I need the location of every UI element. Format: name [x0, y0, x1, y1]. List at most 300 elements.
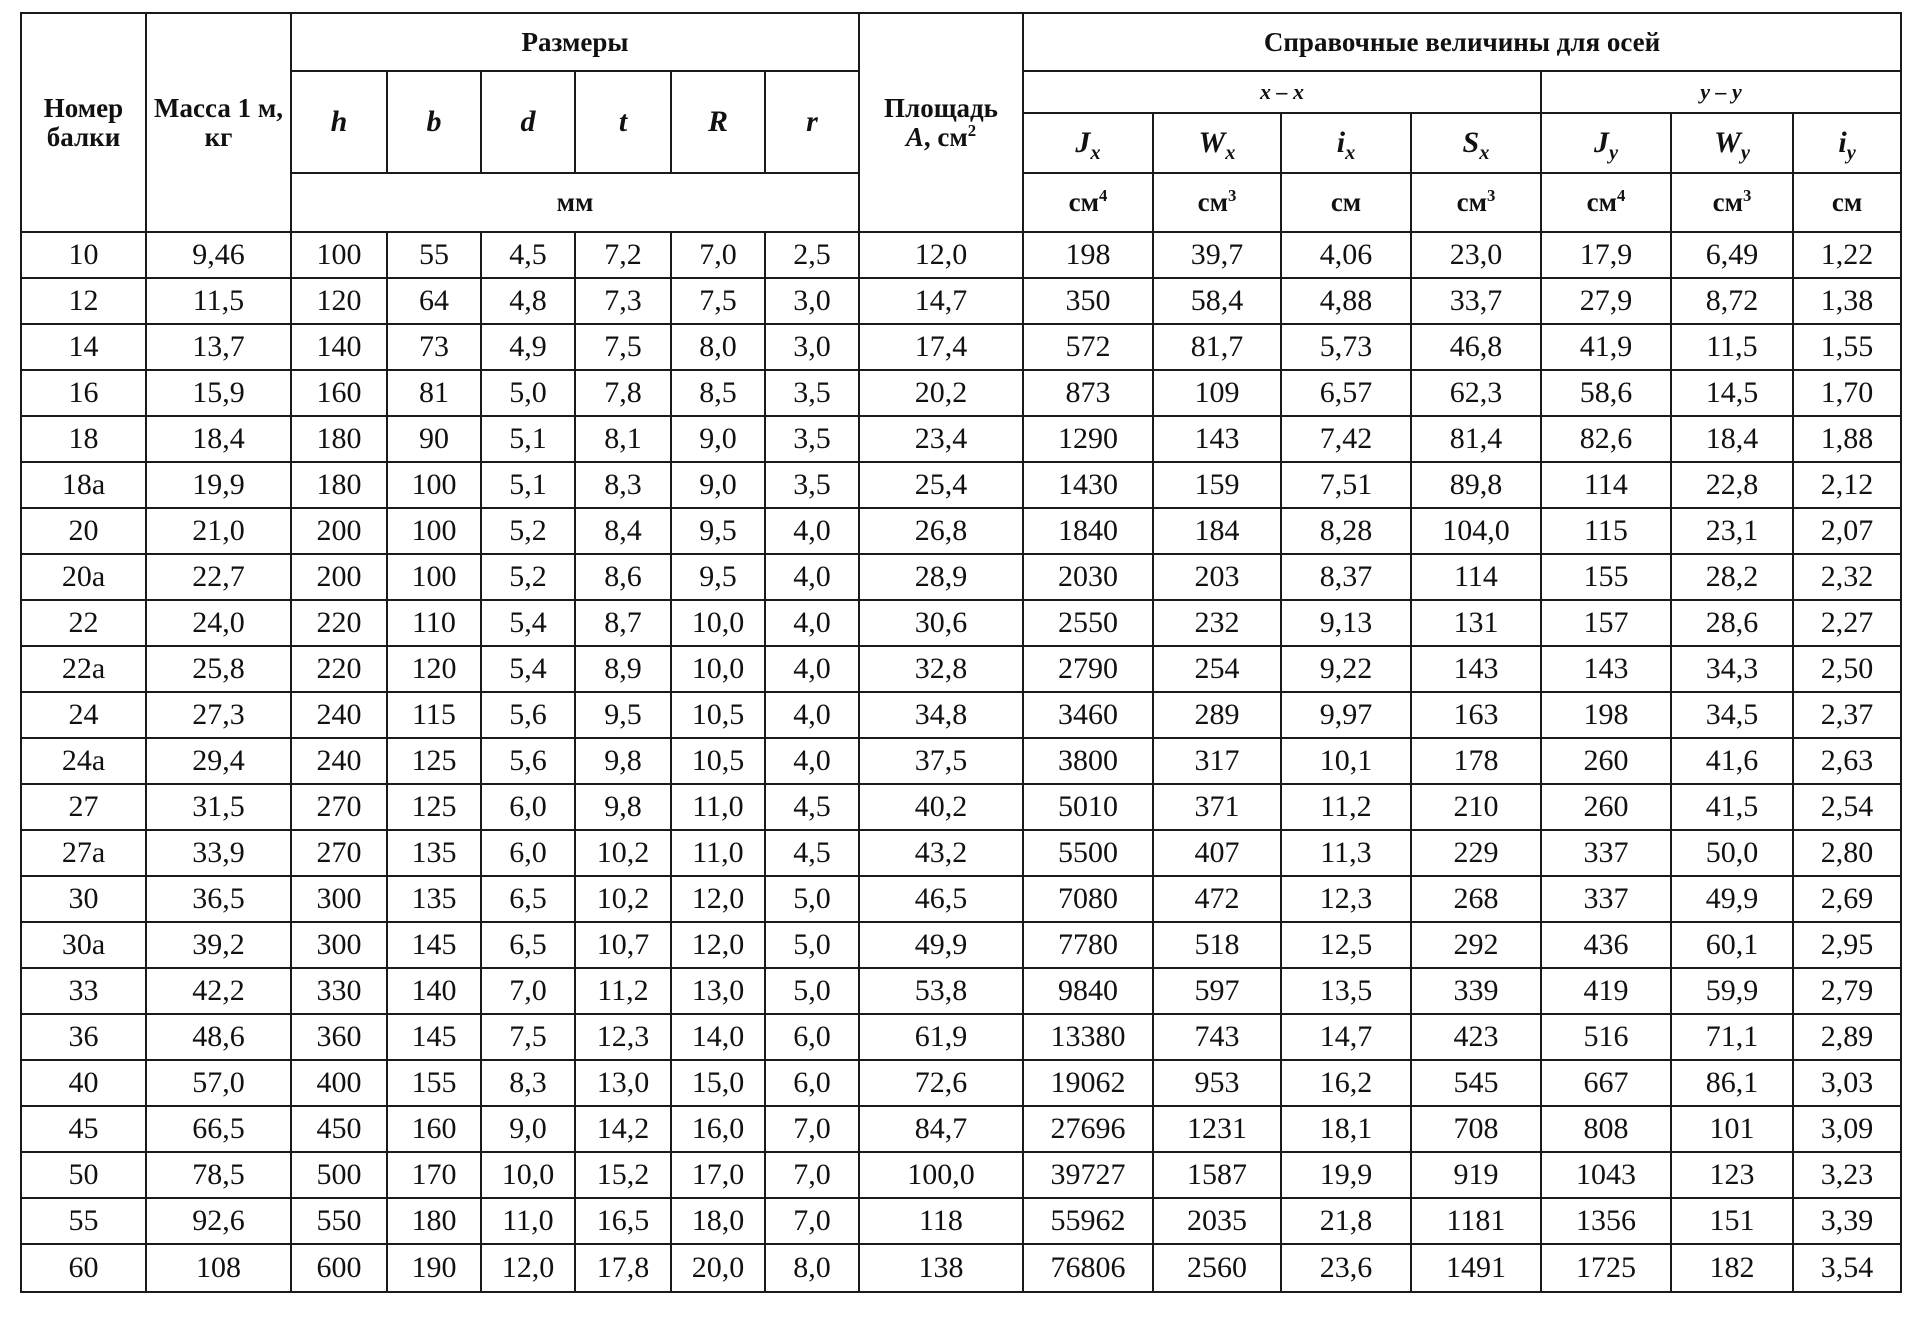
cell-R: 9,5	[671, 554, 765, 600]
cell-h: 450	[291, 1106, 387, 1152]
cell-b: 120	[387, 646, 481, 692]
table-row	[21, 370, 1901, 416]
cell-h: 200	[291, 554, 387, 600]
cell-Jy: 115	[1541, 508, 1671, 554]
cell-Wy: 28,2	[1671, 554, 1793, 600]
cell-R: 18,0	[671, 1198, 765, 1244]
cell-Jx: 2030	[1023, 554, 1153, 600]
cell-mass: 15,9	[146, 370, 291, 416]
cell-Jy: 1356	[1541, 1198, 1671, 1244]
cell-Sx: 33,7	[1411, 278, 1541, 324]
cell-Jx: 2550	[1023, 600, 1153, 646]
cell-area: 138	[859, 1244, 1023, 1292]
cell-t: 8,3	[575, 462, 671, 508]
cell-area: 32,8	[859, 646, 1023, 692]
table-row	[21, 738, 1901, 784]
cell-area: 46,5	[859, 876, 1023, 922]
cell-h: 360	[291, 1014, 387, 1060]
cell-r: 4,0	[765, 692, 859, 738]
cell-r: 3,5	[765, 462, 859, 508]
cell-r: 5,0	[765, 922, 859, 968]
cell-h: 220	[291, 600, 387, 646]
cell-Jy: 337	[1541, 830, 1671, 876]
header-iy: $i_y$	[1793, 113, 1901, 173]
cell-ix: 7,42	[1281, 416, 1411, 462]
cell-mass: 24,0	[146, 600, 291, 646]
cell-b: 170	[387, 1152, 481, 1198]
cell-Wx: 407	[1153, 830, 1281, 876]
table-header	[21, 13, 1901, 232]
cell-h: 270	[291, 784, 387, 830]
cell-Wx: 317	[1153, 738, 1281, 784]
cell-Jx: 873	[1023, 370, 1153, 416]
cell-beam-number: 14	[21, 324, 146, 370]
cell-Jy: 337	[1541, 876, 1671, 922]
cell-t: 9,5	[575, 692, 671, 738]
cell-R: 9,5	[671, 508, 765, 554]
cell-R: 12,0	[671, 922, 765, 968]
table-row	[21, 968, 1901, 1014]
cell-ix: 11,3	[1281, 830, 1411, 876]
cell-beam-number: 12	[21, 278, 146, 324]
cell-Sx: 178	[1411, 738, 1541, 784]
cell-r: 4,0	[765, 508, 859, 554]
cell-t: 12,3	[575, 1014, 671, 1060]
table-row	[21, 876, 1901, 922]
cell-Sx: 1491	[1411, 1244, 1541, 1292]
cell-b: 64	[387, 278, 481, 324]
cell-iy: 3,03	[1793, 1060, 1901, 1106]
cell-ix: 9,22	[1281, 646, 1411, 692]
cell-iy: 2,32	[1793, 554, 1901, 600]
cell-b: 110	[387, 600, 481, 646]
cell-Sx: 46,8	[1411, 324, 1541, 370]
cell-r: 6,0	[765, 1014, 859, 1060]
cell-Wy: 86,1	[1671, 1060, 1793, 1106]
cell-Jy: 436	[1541, 922, 1671, 968]
cell-t: 7,8	[575, 370, 671, 416]
header-unit-Sx: $см^3$	[1411, 173, 1541, 232]
cell-Sx: 163	[1411, 692, 1541, 738]
table-row	[21, 1060, 1901, 1106]
cell-R: 16,0	[671, 1106, 765, 1152]
cell-r: 7,0	[765, 1198, 859, 1244]
cell-mass: 19,9	[146, 462, 291, 508]
cell-d: 5,2	[481, 508, 575, 554]
cell-b: 190	[387, 1244, 481, 1292]
cell-mass: 36,5	[146, 876, 291, 922]
cell-ix: 12,5	[1281, 922, 1411, 968]
cell-h: 240	[291, 738, 387, 784]
cell-R: 13,0	[671, 968, 765, 1014]
cell-iy: 2,27	[1793, 600, 1901, 646]
cell-b: 100	[387, 462, 481, 508]
cell-d: 5,6	[481, 692, 575, 738]
cell-Sx: 143	[1411, 646, 1541, 692]
cell-beam-number: 10	[21, 232, 146, 278]
table-row	[21, 232, 1901, 278]
cell-h: 400	[291, 1060, 387, 1106]
cell-Wy: 41,6	[1671, 738, 1793, 784]
cell-R: 11,0	[671, 830, 765, 876]
cell-Jy: 260	[1541, 784, 1671, 830]
cell-d: 4,9	[481, 324, 575, 370]
cell-beam-number: 20а	[21, 554, 146, 600]
cell-d: 4,8	[481, 278, 575, 324]
cell-r: 3,5	[765, 416, 859, 462]
cell-R: 17,0	[671, 1152, 765, 1198]
cell-h: 240	[291, 692, 387, 738]
cell-Jx: 5500	[1023, 830, 1153, 876]
cell-r: 3,0	[765, 324, 859, 370]
cell-R: 7,5	[671, 278, 765, 324]
header-dim-r: r	[765, 71, 859, 173]
cell-iy: 2,50	[1793, 646, 1901, 692]
cell-ix: 12,3	[1281, 876, 1411, 922]
header-dim-unit: мм	[291, 173, 859, 232]
cell-ix: 10,1	[1281, 738, 1411, 784]
cell-r: 3,0	[765, 278, 859, 324]
cell-r: 4,0	[765, 600, 859, 646]
cell-Wx: 39,7	[1153, 232, 1281, 278]
cell-Wx: 371	[1153, 784, 1281, 830]
cell-Wy: 182	[1671, 1244, 1793, 1292]
cell-area: 61,9	[859, 1014, 1023, 1060]
cell-R: 10,0	[671, 646, 765, 692]
cell-iy: 1,55	[1793, 324, 1901, 370]
table-row	[21, 416, 1901, 462]
header-ix: $i_x$	[1281, 113, 1411, 173]
cell-Wy: 41,5	[1671, 784, 1793, 830]
cell-Jx: 7780	[1023, 922, 1153, 968]
cell-ix: 11,2	[1281, 784, 1411, 830]
table-row	[21, 1198, 1901, 1244]
header-dim-d: d	[481, 71, 575, 173]
header-unit-Wx: $см^3$	[1153, 173, 1281, 232]
cell-iy: 2,95	[1793, 922, 1901, 968]
cell-h: 160	[291, 370, 387, 416]
header-mass: Масса 1 м, кг	[146, 13, 291, 232]
header-Wx: $W_x$	[1153, 113, 1281, 173]
cell-ix: 7,51	[1281, 462, 1411, 508]
cell-mass: 27,3	[146, 692, 291, 738]
cell-Wy: 60,1	[1671, 922, 1793, 968]
cell-h: 220	[291, 646, 387, 692]
table-row	[21, 646, 1901, 692]
cell-Sx: 62,3	[1411, 370, 1541, 416]
cell-t: 10,2	[575, 876, 671, 922]
cell-Wx: 518	[1153, 922, 1281, 968]
cell-Jx: 1290	[1023, 416, 1153, 462]
cell-t: 10,7	[575, 922, 671, 968]
cell-t: 8,7	[575, 600, 671, 646]
table-row	[21, 922, 1901, 968]
header-unit-Jy: $см^4$	[1541, 173, 1671, 232]
cell-b: 100	[387, 508, 481, 554]
cell-d: 7,5	[481, 1014, 575, 1060]
cell-R: 10,0	[671, 600, 765, 646]
cell-area: 30,6	[859, 600, 1023, 646]
cell-Wx: 232	[1153, 600, 1281, 646]
cell-b: 90	[387, 416, 481, 462]
cell-Jx: 39727	[1023, 1152, 1153, 1198]
cell-Wy: 71,1	[1671, 1014, 1793, 1060]
cell-area: 14,7	[859, 278, 1023, 324]
cell-beam-number: 16	[21, 370, 146, 416]
header-dim-b: b	[387, 71, 481, 173]
cell-iy: 3,54	[1793, 1244, 1901, 1292]
cell-Wx: 2560	[1153, 1244, 1281, 1292]
cell-h: 180	[291, 416, 387, 462]
cell-iy: 3,39	[1793, 1198, 1901, 1244]
cell-Jx: 76806	[1023, 1244, 1153, 1292]
cell-Jx: 7080	[1023, 876, 1153, 922]
cell-beam-number: 24	[21, 692, 146, 738]
cell-iy: 1,70	[1793, 370, 1901, 416]
cell-Wy: 14,5	[1671, 370, 1793, 416]
cell-Jx: 5010	[1023, 784, 1153, 830]
cell-mass: 33,9	[146, 830, 291, 876]
cell-Jy: 17,9	[1541, 232, 1671, 278]
cell-t: 17,8	[575, 1244, 671, 1292]
cell-t: 15,2	[575, 1152, 671, 1198]
cell-t: 7,3	[575, 278, 671, 324]
cell-h: 300	[291, 922, 387, 968]
cell-Jx: 350	[1023, 278, 1153, 324]
cell-b: 145	[387, 1014, 481, 1060]
cell-R: 9,0	[671, 416, 765, 462]
cell-t: 14,2	[575, 1106, 671, 1152]
cell-b: 125	[387, 784, 481, 830]
cell-t: 16,5	[575, 1198, 671, 1244]
cell-ix: 8,28	[1281, 508, 1411, 554]
cell-Jy: 143	[1541, 646, 1671, 692]
cell-mass: 29,4	[146, 738, 291, 784]
cell-iy: 1,38	[1793, 278, 1901, 324]
cell-Sx: 131	[1411, 600, 1541, 646]
cell-Wy: 59,9	[1671, 968, 1793, 1014]
cell-b: 180	[387, 1198, 481, 1244]
cell-h: 550	[291, 1198, 387, 1244]
cell-area: 25,4	[859, 462, 1023, 508]
cell-d: 9,0	[481, 1106, 575, 1152]
cell-Wy: 34,3	[1671, 646, 1793, 692]
cell-mass: 78,5	[146, 1152, 291, 1198]
cell-R: 7,0	[671, 232, 765, 278]
cell-Jx: 19062	[1023, 1060, 1153, 1106]
cell-r: 5,0	[765, 876, 859, 922]
cell-mass: 92,6	[146, 1198, 291, 1244]
cell-r: 6,0	[765, 1060, 859, 1106]
cell-R: 14,0	[671, 1014, 765, 1060]
cell-ix: 13,5	[1281, 968, 1411, 1014]
header-axis-y: y – y	[1541, 71, 1901, 113]
cell-ix: 6,57	[1281, 370, 1411, 416]
cell-mass: 11,5	[146, 278, 291, 324]
cell-r: 4,0	[765, 554, 859, 600]
cell-Sx: 339	[1411, 968, 1541, 1014]
cell-b: 125	[387, 738, 481, 784]
cell-h: 600	[291, 1244, 387, 1292]
header-area-exponent: 2	[967, 120, 977, 140]
cell-area: 40,2	[859, 784, 1023, 830]
cell-Wx: 1587	[1153, 1152, 1281, 1198]
cell-Jy: 82,6	[1541, 416, 1671, 462]
table-row	[21, 600, 1901, 646]
cell-Jy: 667	[1541, 1060, 1671, 1106]
cell-R: 10,5	[671, 692, 765, 738]
cell-area: 43,2	[859, 830, 1023, 876]
cell-mass: 66,5	[146, 1106, 291, 1152]
cell-ix: 4,06	[1281, 232, 1411, 278]
cell-beam-number: 50	[21, 1152, 146, 1198]
cell-beam-number: 24а	[21, 738, 146, 784]
table-row	[21, 692, 1901, 738]
cell-Wy: 28,6	[1671, 600, 1793, 646]
cell-Jy: 198	[1541, 692, 1671, 738]
cell-beam-number: 36	[21, 1014, 146, 1060]
cell-b: 135	[387, 830, 481, 876]
cell-h: 270	[291, 830, 387, 876]
beam-table-sheet	[20, 12, 1900, 1293]
header-unit-Jx: $см^4$	[1023, 173, 1153, 232]
cell-ix: 21,8	[1281, 1198, 1411, 1244]
cell-t: 10,2	[575, 830, 671, 876]
header-area-label: Площадь	[884, 93, 998, 124]
cell-Jx: 9840	[1023, 968, 1153, 1014]
header-dimensions: Размеры	[291, 13, 859, 71]
table-row	[21, 462, 1901, 508]
cell-beam-number: 33	[21, 968, 146, 1014]
cell-R: 8,0	[671, 324, 765, 370]
header-Jx: $J_x$	[1023, 113, 1153, 173]
cell-R: 20,0	[671, 1244, 765, 1292]
cell-t: 13,0	[575, 1060, 671, 1106]
cell-R: 10,5	[671, 738, 765, 784]
cell-t: 7,5	[575, 324, 671, 370]
cell-Wy: 49,9	[1671, 876, 1793, 922]
cell-Wy: 18,4	[1671, 416, 1793, 462]
cell-area: 12,0	[859, 232, 1023, 278]
cell-Jy: 1043	[1541, 1152, 1671, 1198]
cell-area: 37,5	[859, 738, 1023, 784]
header-dim-h: h	[291, 71, 387, 173]
cell-iy: 1,22	[1793, 232, 1901, 278]
cell-Jy: 1725	[1541, 1244, 1671, 1292]
cell-area: 49,9	[859, 922, 1023, 968]
cell-d: 5,6	[481, 738, 575, 784]
cell-Jx: 13380	[1023, 1014, 1153, 1060]
cell-iy: 2,89	[1793, 1014, 1901, 1060]
cell-Jy: 419	[1541, 968, 1671, 1014]
cell-Wx: 81,7	[1153, 324, 1281, 370]
cell-h: 180	[291, 462, 387, 508]
cell-beam-number: 18а	[21, 462, 146, 508]
cell-d: 5,4	[481, 600, 575, 646]
cell-Jy: 155	[1541, 554, 1671, 600]
cell-Jy: 157	[1541, 600, 1671, 646]
cell-d: 5,0	[481, 370, 575, 416]
cell-mass: 31,5	[146, 784, 291, 830]
cell-Wy: 34,5	[1671, 692, 1793, 738]
table-row	[21, 554, 1901, 600]
header-Jy: $J_y$	[1541, 113, 1671, 173]
cell-Jx: 3800	[1023, 738, 1153, 784]
cell-Jy: 516	[1541, 1014, 1671, 1060]
cell-area: 26,8	[859, 508, 1023, 554]
cell-b: 160	[387, 1106, 481, 1152]
table-body	[21, 232, 1901, 1292]
cell-r: 2,5	[765, 232, 859, 278]
cell-h: 330	[291, 968, 387, 1014]
cell-Wy: 151	[1671, 1198, 1793, 1244]
cell-mass: 42,2	[146, 968, 291, 1014]
cell-Wy: 11,5	[1671, 324, 1793, 370]
cell-Jy: 58,6	[1541, 370, 1671, 416]
cell-ix: 16,2	[1281, 1060, 1411, 1106]
cell-Wx: 472	[1153, 876, 1281, 922]
cell-Sx: 268	[1411, 876, 1541, 922]
cell-Jy: 260	[1541, 738, 1671, 784]
cell-t: 8,6	[575, 554, 671, 600]
cell-iy: 2,37	[1793, 692, 1901, 738]
table-row	[21, 278, 1901, 324]
cell-Wx: 184	[1153, 508, 1281, 554]
table-row	[21, 1244, 1901, 1292]
cell-r: 4,0	[765, 738, 859, 784]
cell-Wy: 6,49	[1671, 232, 1793, 278]
cell-r: 4,5	[765, 784, 859, 830]
cell-d: 6,5	[481, 876, 575, 922]
cell-h: 500	[291, 1152, 387, 1198]
cell-ix: 9,97	[1281, 692, 1411, 738]
cell-Jx: 27696	[1023, 1106, 1153, 1152]
cell-t: 8,1	[575, 416, 671, 462]
table-row	[21, 324, 1901, 370]
cell-beam-number: 45	[21, 1106, 146, 1152]
header-area-unit: , см	[923, 121, 968, 152]
cell-d: 5,4	[481, 646, 575, 692]
cell-Sx: 423	[1411, 1014, 1541, 1060]
header-beam-number: Номер балки	[21, 13, 146, 232]
cell-Wx: 1231	[1153, 1106, 1281, 1152]
cell-ix: 5,73	[1281, 324, 1411, 370]
table-row	[21, 784, 1901, 830]
cell-r: 7,0	[765, 1106, 859, 1152]
cell-d: 8,3	[481, 1060, 575, 1106]
table-row	[21, 830, 1901, 876]
cell-Jy: 808	[1541, 1106, 1671, 1152]
cell-area: 72,6	[859, 1060, 1023, 1106]
cell-beam-number: 30	[21, 876, 146, 922]
cell-t: 11,2	[575, 968, 671, 1014]
table-row	[21, 508, 1901, 554]
cell-iy: 3,23	[1793, 1152, 1901, 1198]
cell-R: 8,5	[671, 370, 765, 416]
cell-area: 28,9	[859, 554, 1023, 600]
cell-area: 84,7	[859, 1106, 1023, 1152]
cell-Wx: 109	[1153, 370, 1281, 416]
cell-ix: 19,9	[1281, 1152, 1411, 1198]
cell-b: 115	[387, 692, 481, 738]
cell-iy: 2,69	[1793, 876, 1901, 922]
cell-beam-number: 40	[21, 1060, 146, 1106]
cell-ix: 8,37	[1281, 554, 1411, 600]
cell-t: 8,4	[575, 508, 671, 554]
cell-d: 12,0	[481, 1244, 575, 1292]
header-area	[859, 13, 1023, 232]
cell-h: 200	[291, 508, 387, 554]
